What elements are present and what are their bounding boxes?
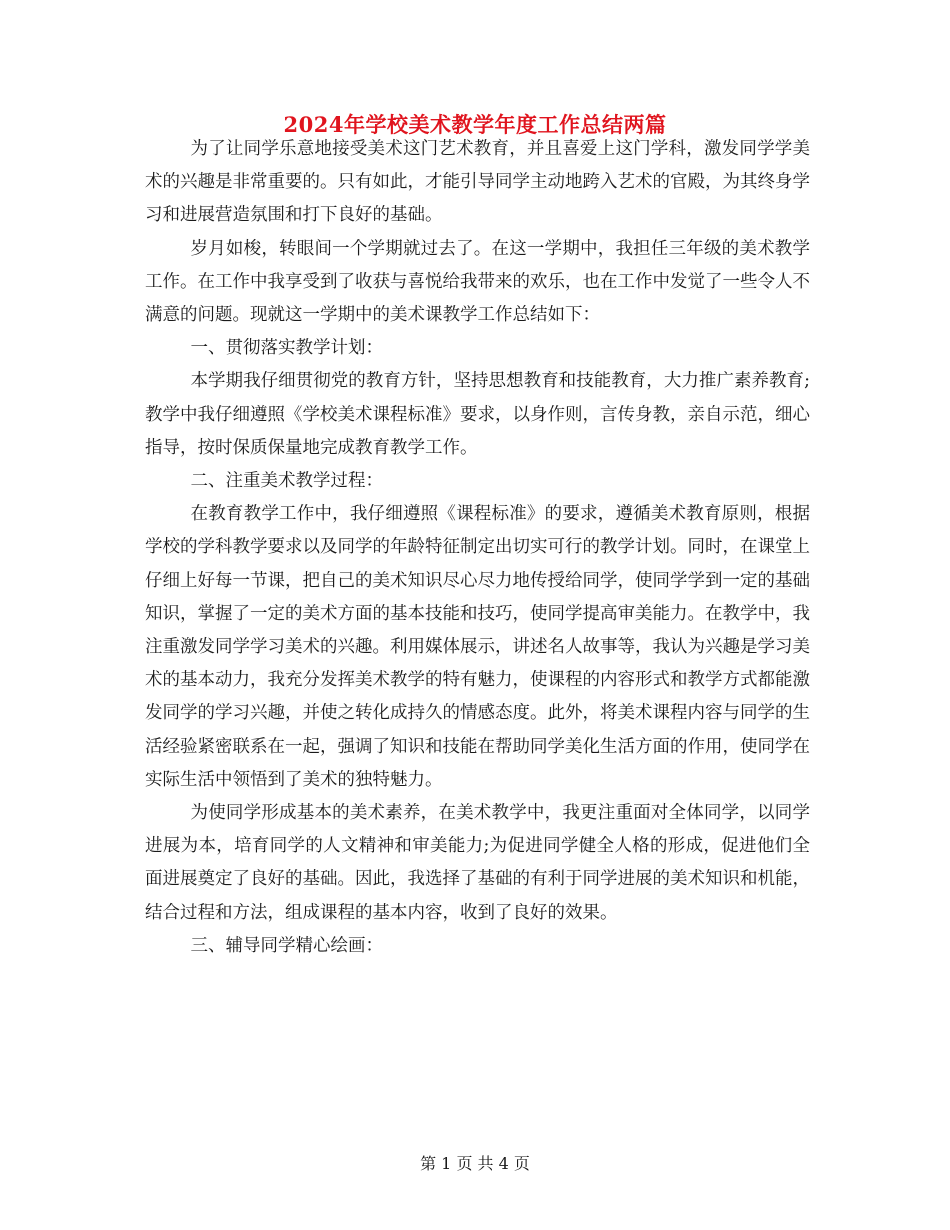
paragraph: 岁月如梭，转眼间一个学期就过去了。在这一学期中，我担任三年级的美术教学工作。在工作中我享受到了收获与喜悦给我带来的欢乐，也在工作中发觉了一些令人不满意的问题。现就这一学期中的美术课教学工作总结如下： (145, 238, 810, 326)
section-heading: 二、注重美术教学过程： (190, 471, 383, 492)
paragraph: 为使同学形成基本的美术素养，在美术教学中，我更注重面对全体同学，以同学进展为本，培育同学的人文精神和审美能力;为促进同学健全人格的形成，促进他们全面进展奠定了良好的基础。因此，我选择了基础的有利于同学进展的美术知识和机能，结合过程和方法，组成课程的基本内容，收到了良好的效果。 (145, 803, 810, 923)
section-heading: 一、贯彻落实教学计划： (190, 338, 383, 359)
page-footer: 第 1 页 共 4 页 (420, 1154, 530, 1173)
document-title: 2024年学校美术教学年度工作总结两篇 (283, 112, 667, 137)
paragraph: 本学期我仔细贯彻党的教育方针，坚持思想教育和技能教育，大力推广素养教育;教学中我仔细遵照《学校美术课程标准》要求，以身作则，言传身教，亲自示范，细心指导，按时保质保量地完成教育教学工作。 (145, 371, 810, 458)
section-heading: 三、辅导同学精心绘画： (190, 935, 383, 956)
document-body (145, 133, 810, 963)
paragraph: 为了让同学乐意地接受美术这门艺术教育，并且喜爱上这门学科，激发同学学美术的兴趣是非常重要的。只有如此，才能引导同学主动地跨入艺术的官殿，为其终身学习和进展营造氛围和打下良好的基础。 (145, 139, 810, 226)
paragraph: 在教育教学工作中，我仔细遵照《课程标准》的要求，遵循美术教育原则，根据学校的学科教学要求以及同学的年龄特征制定出切实可行的教学计划。同时，在课堂上仔细上好每一节课，把自己的美术知识尽心尽力地传授给同学，使同学学到一定的基础知识，掌握了一定的美术方面的基本技能和技巧，使同学提高审美能力。在教学中，我注重激发同学学习美术的兴趣。利用媒体展示，讲述名人故事等，我认为兴趣是学习美术的基本动力，我充分发挥美术教学的特有魅力，使课程的内容形式和教学方式都能激发同学的学习兴趣，并使之转化成持久的情感态度。此外，将美术课程内容与同学的生活经验紧密联系在一起，强调了知识和技能在帮助同学美化生活方面的作用，使同学在实际生活中领悟到了美术的独特魅力。 (145, 504, 810, 790)
